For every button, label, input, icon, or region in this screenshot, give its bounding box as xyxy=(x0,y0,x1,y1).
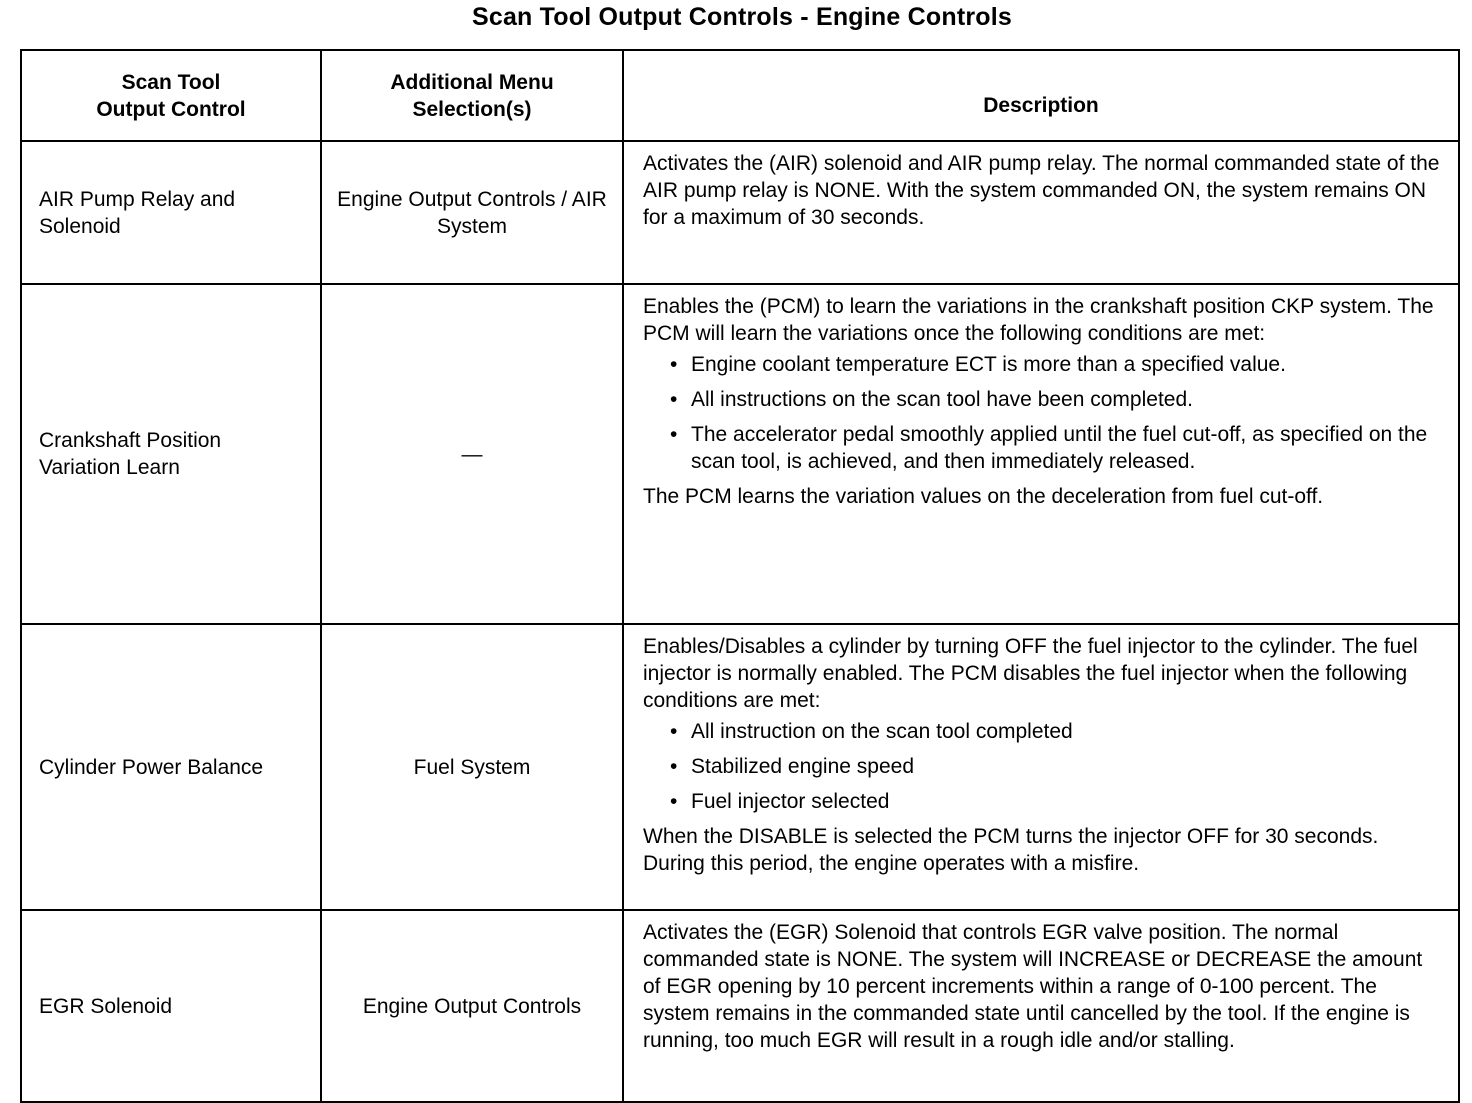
list-item-text: All instructions on the scan tool have been completed. xyxy=(691,388,1193,411)
table-row xyxy=(21,284,1459,624)
description-cell xyxy=(623,141,1459,284)
header-description: Description xyxy=(623,50,1459,141)
menu-selection-cell: — xyxy=(321,284,623,624)
description-outro: When the DISABLE is selected the PCM turns the injector OFF for 30 seconds. During this period, the engine operates with a misfire. xyxy=(643,825,1379,875)
list-item-text: The accelerator pedal smoothly applied until the fuel cut-off, as specified on the scan tool, is achieved, and then immediately released. xyxy=(691,423,1428,473)
list-item xyxy=(643,386,1444,413)
description-cell xyxy=(623,910,1459,1102)
control-name-cell: Cylinder Power Balance xyxy=(21,624,321,910)
header-output-control-line1: Scan Tool xyxy=(121,70,221,94)
bullet-icon: • xyxy=(670,388,678,411)
page-title: Scan Tool Output Controls - Engine Controls xyxy=(471,3,1013,31)
list-item xyxy=(643,718,1444,745)
header-menu-selection-line1: Additional Menu xyxy=(390,70,554,94)
menu-selection-cell: Engine Output Controls xyxy=(321,910,623,1102)
header-row xyxy=(21,50,1459,141)
list-item xyxy=(643,788,1444,815)
description-intro: Enables the (PCM) to learn the variations in the crankshaft position CKP system. The PCM will learn the variations once the following conditions are met: xyxy=(643,295,1434,345)
menu-selection-cell: Engine Output Controls / AIR System xyxy=(321,141,623,284)
header-output-control xyxy=(21,50,321,141)
control-name-cell: AIR Pump Relay and Solenoid xyxy=(21,141,321,284)
bullet-icon: • xyxy=(670,755,678,778)
table-row xyxy=(21,624,1459,910)
header-output-control-line2: Output Control xyxy=(96,97,246,121)
description-text: Activates the (AIR) solenoid and AIR pump relay. The normal commanded state of the AIR pump relay is NONE. With the system commanded ON, the system remains ON for a maximum of 30 seconds. xyxy=(643,152,1440,229)
condition-list xyxy=(643,718,1444,815)
list-item-text: All instruction on the scan tool completed xyxy=(691,720,1073,743)
description-intro: Enables/Disables a cylinder by turning OFF the fuel injector to the cylinder. The fuel injector is normally enabled. The PCM disables the fuel injector when the following conditions are met: xyxy=(643,635,1418,712)
bullet-icon: • xyxy=(670,720,678,743)
list-item xyxy=(643,351,1444,378)
bullet-icon: • xyxy=(670,423,678,446)
list-item-text: Engine coolant temperature ECT is more than a specified value. xyxy=(691,353,1286,376)
list-item-text: Fuel injector selected xyxy=(691,790,890,813)
table-row xyxy=(21,141,1459,284)
list-item xyxy=(643,753,1444,780)
list-item-text: Stabilized engine speed xyxy=(691,755,915,778)
menu-selection-cell: Fuel System xyxy=(321,624,623,910)
description-cell xyxy=(623,624,1459,910)
condition-list xyxy=(643,351,1444,475)
control-name-cell: Crankshaft Position Variation Learn xyxy=(21,284,321,624)
description-cell xyxy=(623,284,1459,624)
output-controls-table xyxy=(20,49,1460,1103)
bullet-icon: • xyxy=(670,353,678,376)
header-menu-selection-line2: Selection(s) xyxy=(412,97,532,121)
list-item xyxy=(643,421,1444,475)
description-outro: The PCM learns the variation values on the deceleration from fuel cut-off. xyxy=(643,485,1324,508)
description-text: Activates the (EGR) Solenoid that controls EGR valve position. The normal commanded state is NONE. The system will INCREASE or DECREASE the amount of EGR opening by 10 percent increments within a range of 0-100 percent. The system remains in the commanded state until cancelled by the tool. If the engine is running, too much EGR will result in a rough idle and/or stalling. xyxy=(643,921,1423,1052)
table-row xyxy=(21,910,1459,1102)
header-menu-selection xyxy=(321,50,623,141)
bullet-icon: • xyxy=(670,790,678,813)
control-name-cell: EGR Solenoid xyxy=(21,910,321,1102)
